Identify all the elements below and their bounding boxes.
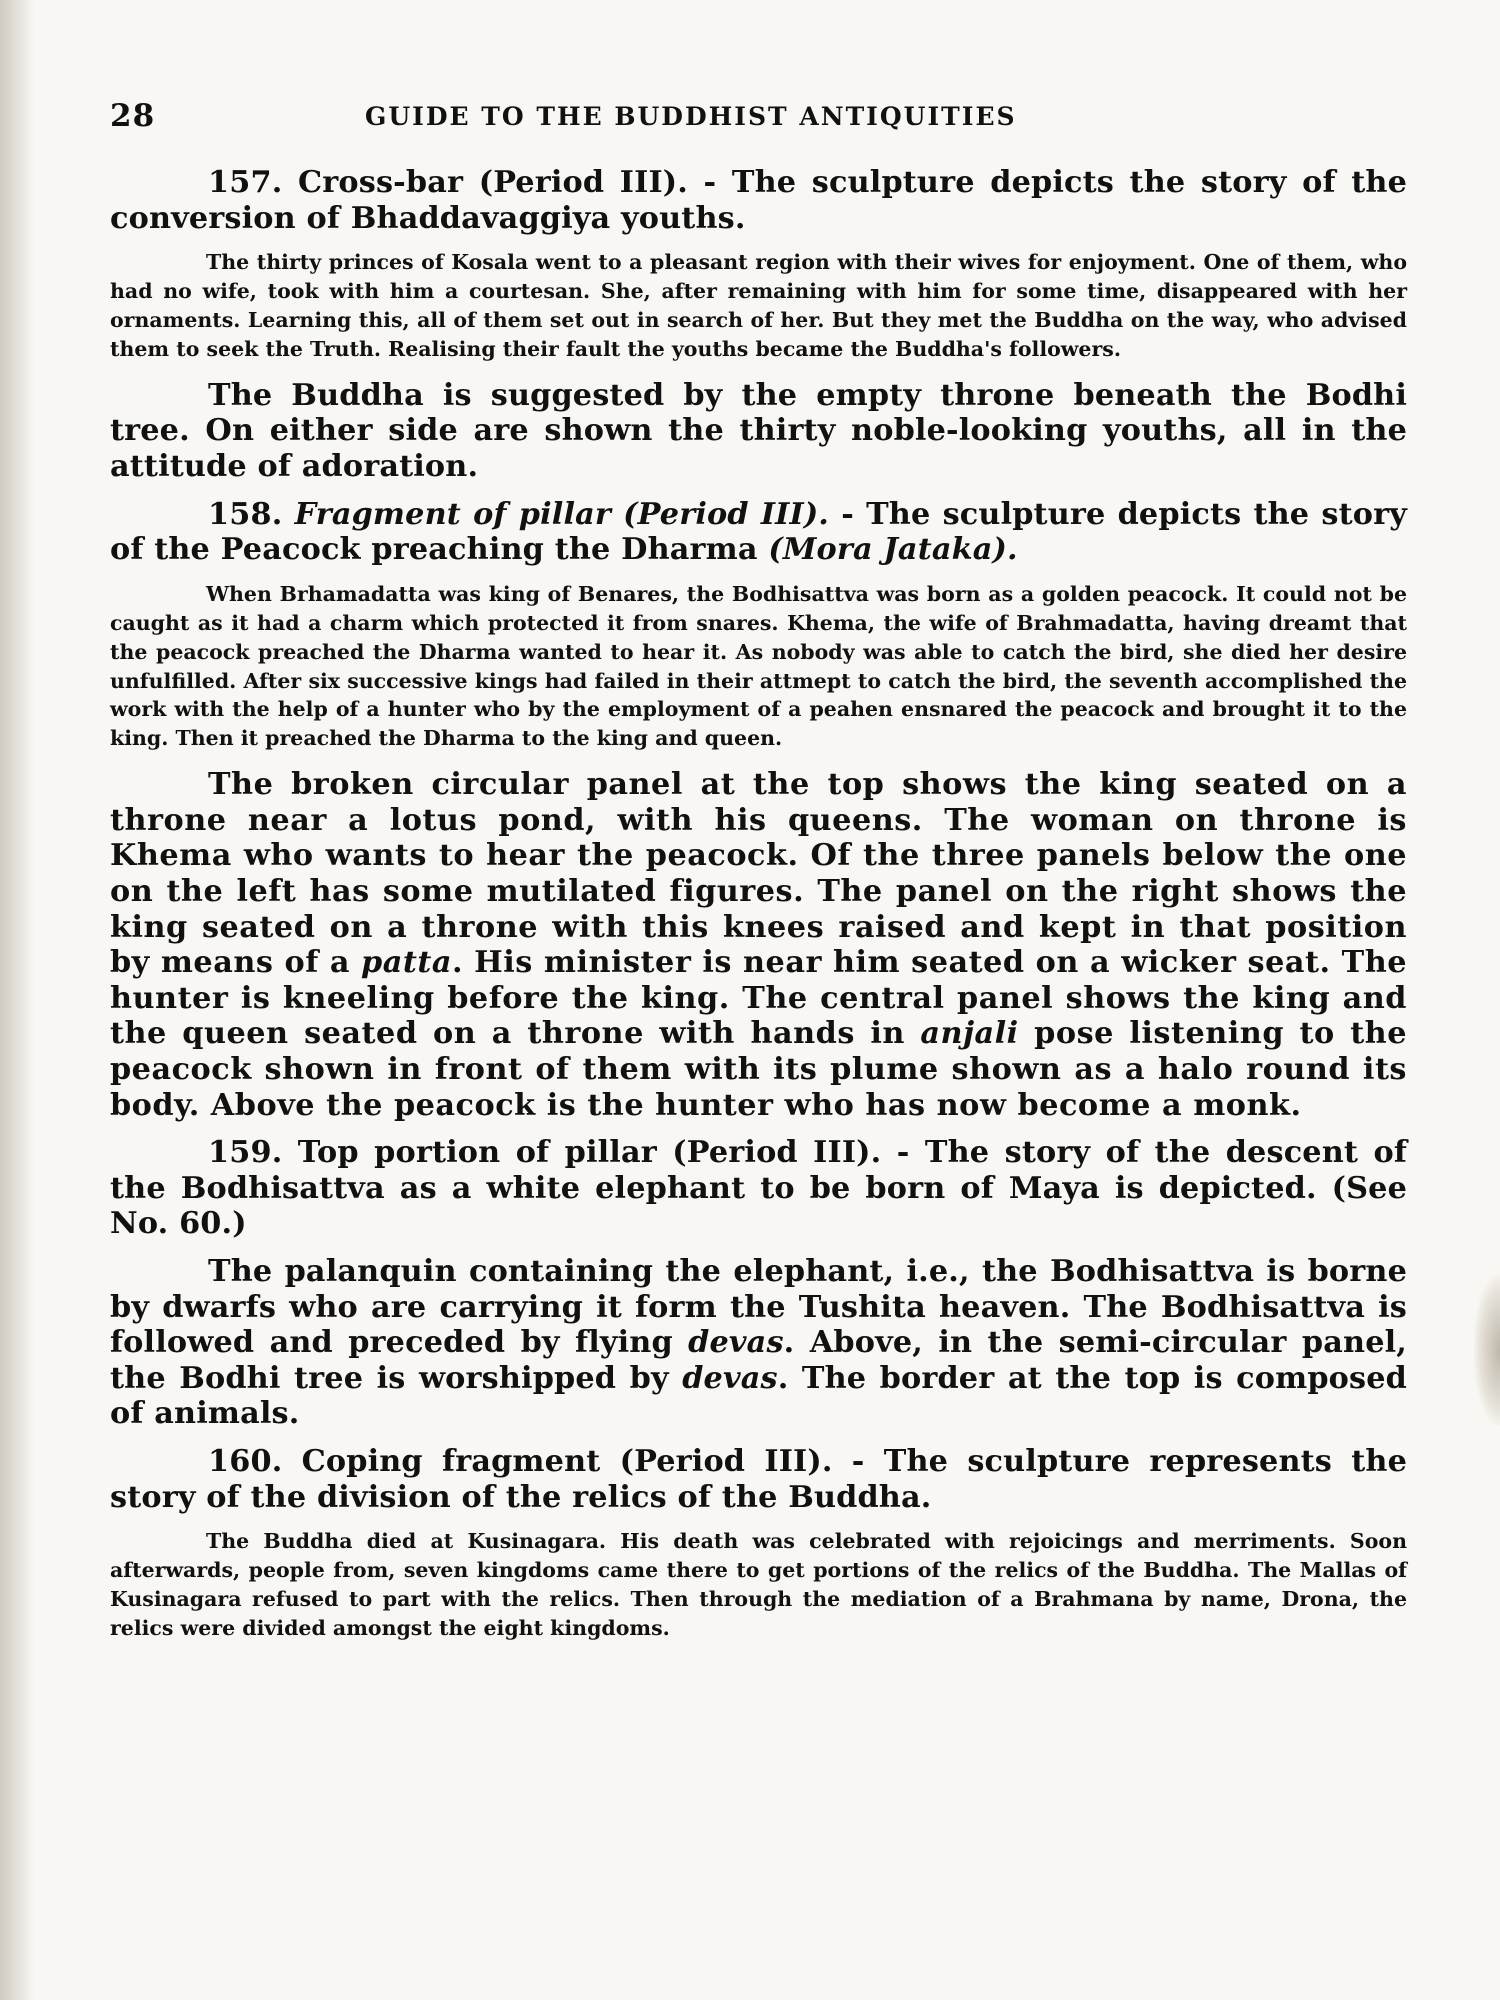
binding-shadow [0, 0, 34, 2000]
entry-159-desc-part: . The border at the top is composed of animals. [110, 1360, 1407, 1432]
page-header [110, 98, 1410, 144]
entry-157-story: The thirty princes of Kosala went to a pleasant region with their wives for enjoyment. One of them, who had no wife, took with him a courtesan. She, after remaining with him for some time, disappeared with her ornaments. Learning this, all of them set out in search of her. But they met the Buddha on the way, who advised them to seek the Truth. Realising their fault the youths became the Buddha's followers. [110, 250, 1407, 361]
term-patta: patta [361, 945, 452, 981]
entry-158-title: Fragment of pillar (Period III). [294, 496, 830, 532]
running-title: GUIDE TO THE BUDDHIST ANTIQUITIES [365, 102, 1017, 131]
entry-158-heading-text: - The sculpture depicts the story of the Peacock preaching the Dharma [110, 496, 1407, 568]
entry-158-jataka: (Mora Jataka). [768, 532, 1018, 568]
entry-158-desc-part: . His minister is near him seated on a wicker seat. The hunter is kneeling before the king. The central panel shows the king and the queen seated on a throne with hands in [110, 945, 1407, 1052]
entry-158-number: 158. [208, 496, 283, 532]
entry-157-description: The Buddha is suggested by the empty throne beneath the Bodhi tree. On either side are shown the thirty noble-looking youths, all in the attitude of adoration. [110, 377, 1407, 484]
entry-158-heading [110, 497, 1407, 568]
entry-157-heading: 157. Cross-bar (Period III). - The sculpture depicts the story of the conversion of Bhaddavaggiya youths. [110, 165, 1407, 236]
term-anjali: anjali [920, 1016, 1019, 1052]
entry-159-description [110, 1254, 1407, 1432]
term-devas: devas [688, 1325, 784, 1361]
entry-159-heading: 159. Top portion of pillar (Period III). - The story of the descent of the Bodhisattva as a white elephant to be born of Maya is depicted. (See No. 60.) [110, 1135, 1407, 1242]
page-number: 28 [110, 98, 156, 134]
page-edge-damage [1474, 1275, 1500, 1425]
entry-160-heading: 160. Coping fragment (Period III). - The sculpture represents the story of the division of the relics of the Buddha. [110, 1443, 1407, 1515]
term-devas: devas [682, 1360, 778, 1396]
entry-159-desc-part: . Above, in the semi-circular panel, the Bodhi tree is worshipped by [110, 1325, 1407, 1396]
entry-158-description [110, 767, 1407, 1123]
entry-158-desc-part: pose listening to the peacock shown in front of them with its plume shown as a halo round its body. Above the peacock is the hunter who has now become a monk. [110, 1016, 1407, 1123]
entry-158-desc-part: The broken circular panel at the top shows the king seated on a throne near a lotus pond, with his queens. The woman on throne is Khema who wants to hear the peacock. Of the three panels below the one on the left has some mutilated figures. The panel on the right shows the king seated on a throne with this knees raised and kept in that position by means of a [110, 767, 1407, 981]
entry-160-story: The Buddha died at Kusinagara. His death was celebrated with rejoicings and merriments. Soon afterwards, people from, seven kingdoms came there to get portions of the relics of the Buddha. The Mallas of Kusinagara refused to part with the relics. Then through the mediation of a Brahmana by name, Drona, the relics were divided amongst the eight kingdoms. [110, 1529, 1407, 1640]
entry-159-desc-part: The palanquin containing the elephant, i.e., the Bodhisattva is borne by dwarfs who are carrying it form the Tushita heaven. The Bodhisattva is followed and preceded by flying [110, 1253, 1407, 1361]
entry-158-story: When Brhamadatta was king of Benares, the Bodhisattva was born as a golden peacock. It could not be caught as it had a charm which protected it from snares. Khema, the wife of Brahmadatta, having dreamt that the peacock preached the Dharma wanted to hear it. As nobody was able to catch the bird, she died her desire unfulfilled. After six successive kings had failed in their attmept to catch the bird, the seventh accomplished the work with the help of a hunter who by the employment of a peahen ensnared the peacock and brought it to the king. Then it preached the Dharma to the king and queen. [110, 581, 1407, 751]
page-body [110, 165, 1407, 1643]
